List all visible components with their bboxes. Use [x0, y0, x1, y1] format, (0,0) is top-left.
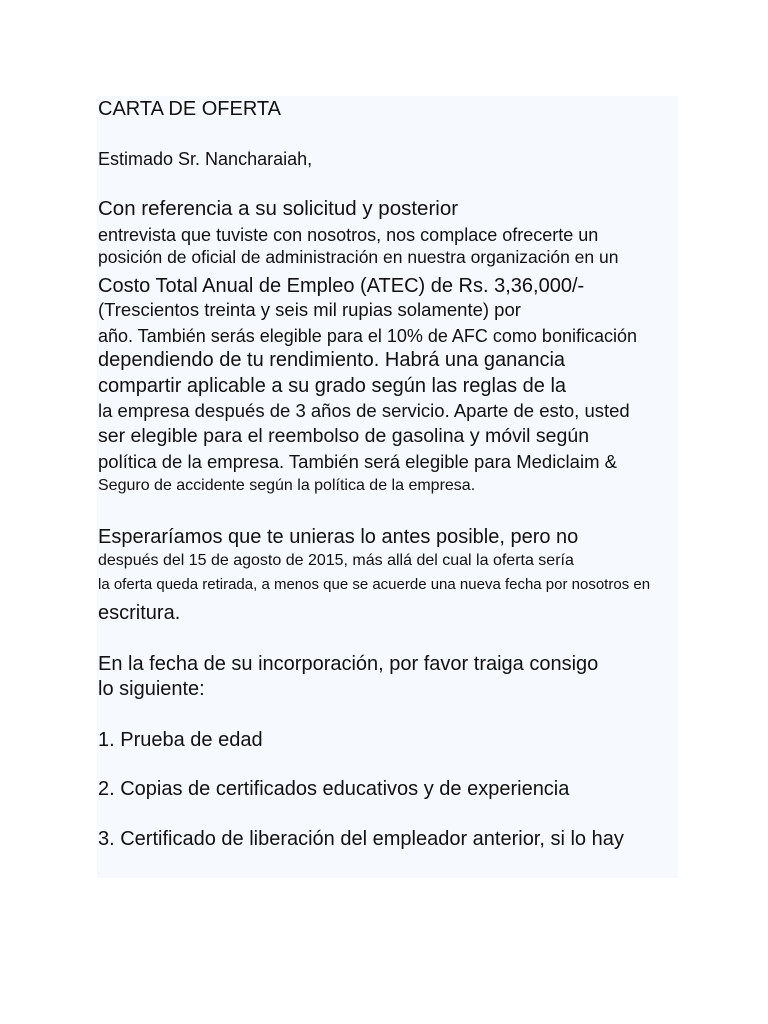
paragraph-line: Costo Total Anual de Empleo (ATEC) de Rs. 3,36,000/-	[98, 275, 585, 297]
paragraph-line: posición de oficial de administración en nuestra organización en un	[98, 247, 619, 267]
paragraph-line: ser elegible para el reembolso de gasolina y móvil según	[98, 425, 590, 447]
paragraph-line: política de la empresa. También será elegible para Mediclaim &	[98, 451, 617, 472]
paragraph-line: lo siguiente:	[98, 678, 205, 700]
paragraph-line: Seguro de accidente según la política de la empresa.	[98, 477, 476, 494]
paragraph-line: después del 15 de agosto de 2015, más allá del cual la oferta sería	[98, 552, 574, 569]
paragraph-line: la oferta queda retirada, a menos que se acuerde una nueva fecha por nosotros en	[98, 576, 651, 593]
list-item: 2. Copias de certificados educativos y de experiencia	[98, 778, 570, 800]
document-title: CARTA DE OFERTA	[98, 98, 281, 120]
paragraph-line: compartir aplicable a su grado según las reglas de la	[98, 375, 567, 397]
paragraph-line: año. También serás elegible para el 10% de AFC como bonificación	[98, 326, 637, 346]
paragraph-line: dependiendo de tu rendimiento. Habrá una ganancia	[98, 349, 566, 371]
paragraph-line: escritura.	[98, 602, 181, 624]
paragraph-line: Esperaríamos que te unieras lo antes posible, pero no	[98, 526, 579, 548]
paragraph-line: (Trescientos treinta y seis mil rupias solamente) por	[98, 299, 521, 320]
list-item: 1. Prueba de edad	[98, 729, 263, 751]
paragraph-line: la empresa después de 3 años de servicio. Aparte de esto, usted	[98, 400, 630, 421]
salutation: Estimado Sr. Nancharaiah,	[98, 149, 313, 169]
paragraph-line: entrevista que tuviste con nosotros, nos complace ofrecerte un	[98, 225, 599, 245]
paragraph-line: En la fecha de su incorporación, por favor traiga consigo	[98, 653, 599, 675]
paragraph-line: Con referencia a su solicitud y posterior	[98, 197, 459, 220]
list-item: 3. Certificado de liberación del empleador anterior, si lo hay	[98, 828, 624, 850]
